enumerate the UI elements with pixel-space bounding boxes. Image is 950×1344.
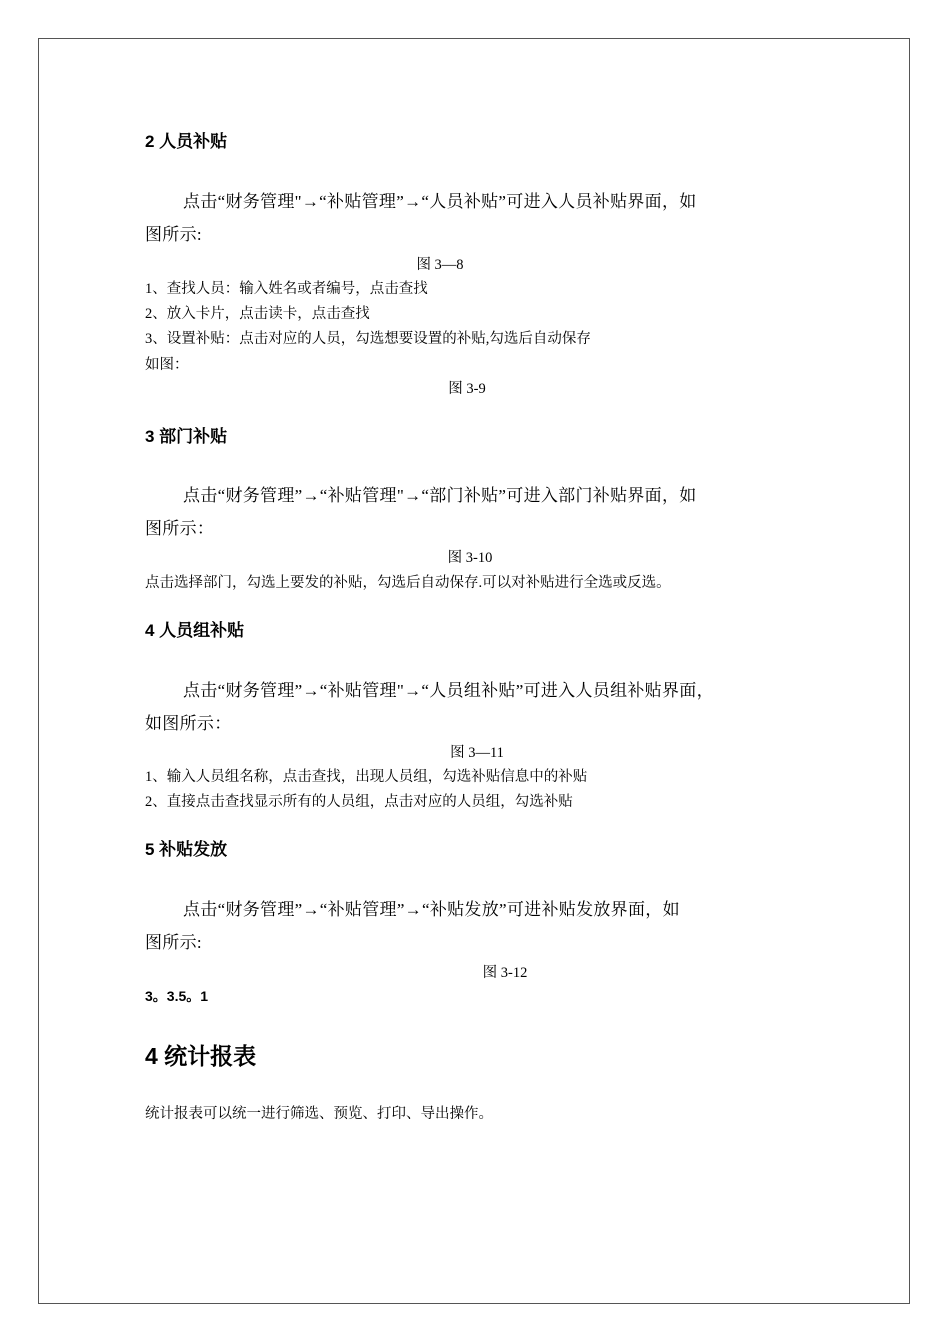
- section-heading-group-subsidy: 4 人员组补贴: [145, 621, 245, 640]
- section-intro-line2: 图所示:: [145, 933, 202, 952]
- subsection-number: 3。3.5。1: [145, 988, 209, 1004]
- section-intro-line2: 图所示:: [145, 225, 202, 244]
- list-item: 1、输入人员组名称，点击查找，出现人员组，勾选补贴信息中的补贴: [145, 769, 588, 785]
- chapter-heading-statistics-report: 4 统计报表: [145, 1043, 257, 1069]
- list-item: 点击选择部门，勾选上要发的补贴，勾选后自动保存.可以对补贴进行全选或反选。: [145, 575, 671, 591]
- section-intro-line1: 点击“财务管理”→“补贴管理”→“补贴发放”可进补贴发放界面，如: [183, 900, 680, 919]
- section-heading-department-subsidy: 3 部门补贴: [145, 427, 228, 446]
- list-item: 2、直接点击查找显示所有的人员组，点击对应的人员组，勾选补贴: [145, 794, 573, 810]
- list-item: 2、放入卡片，点击读卡，点击查找: [145, 306, 370, 322]
- figure-caption: 图 3-9: [448, 381, 486, 397]
- chapter-body: 统计报表可以统一进行筛选、预览、打印、导出操作。: [145, 1106, 493, 1122]
- section-intro-line1: 点击“财务管理”→“补贴管理"→“部门补贴”可进入部门补贴界面，如: [183, 486, 697, 505]
- section-intro-line2: 图所示：: [145, 519, 215, 538]
- figure-caption: 图 3-12: [482, 965, 528, 981]
- figure-caption: 图 3-10: [447, 550, 493, 566]
- section-intro-line2: 如图所示：: [145, 714, 232, 733]
- figure-caption: 图 3—8: [416, 257, 464, 273]
- section-heading-subsidy-distribution: 5 补贴发放: [145, 840, 228, 859]
- list-item: 1、查找人员：输入姓名或者编号，点击查找: [145, 281, 428, 297]
- section-intro-line1: 点击“财务管理”→“补贴管理"→“人员组补贴”可进入人员组补贴界面，: [183, 681, 714, 700]
- figure-caption: 图 3—11: [450, 745, 504, 761]
- list-item: 3、设置补贴：点击对应的人员，勾选想要设置的补贴,勾选后自动保存: [145, 331, 591, 347]
- section-intro-line1: 点击“财务管理"→“补贴管理”→“人员补贴”可进入人员补贴界面，如: [183, 192, 697, 211]
- section-heading-personnel-subsidy: 2 人员补贴: [145, 132, 228, 151]
- list-item: 如图：: [145, 357, 189, 373]
